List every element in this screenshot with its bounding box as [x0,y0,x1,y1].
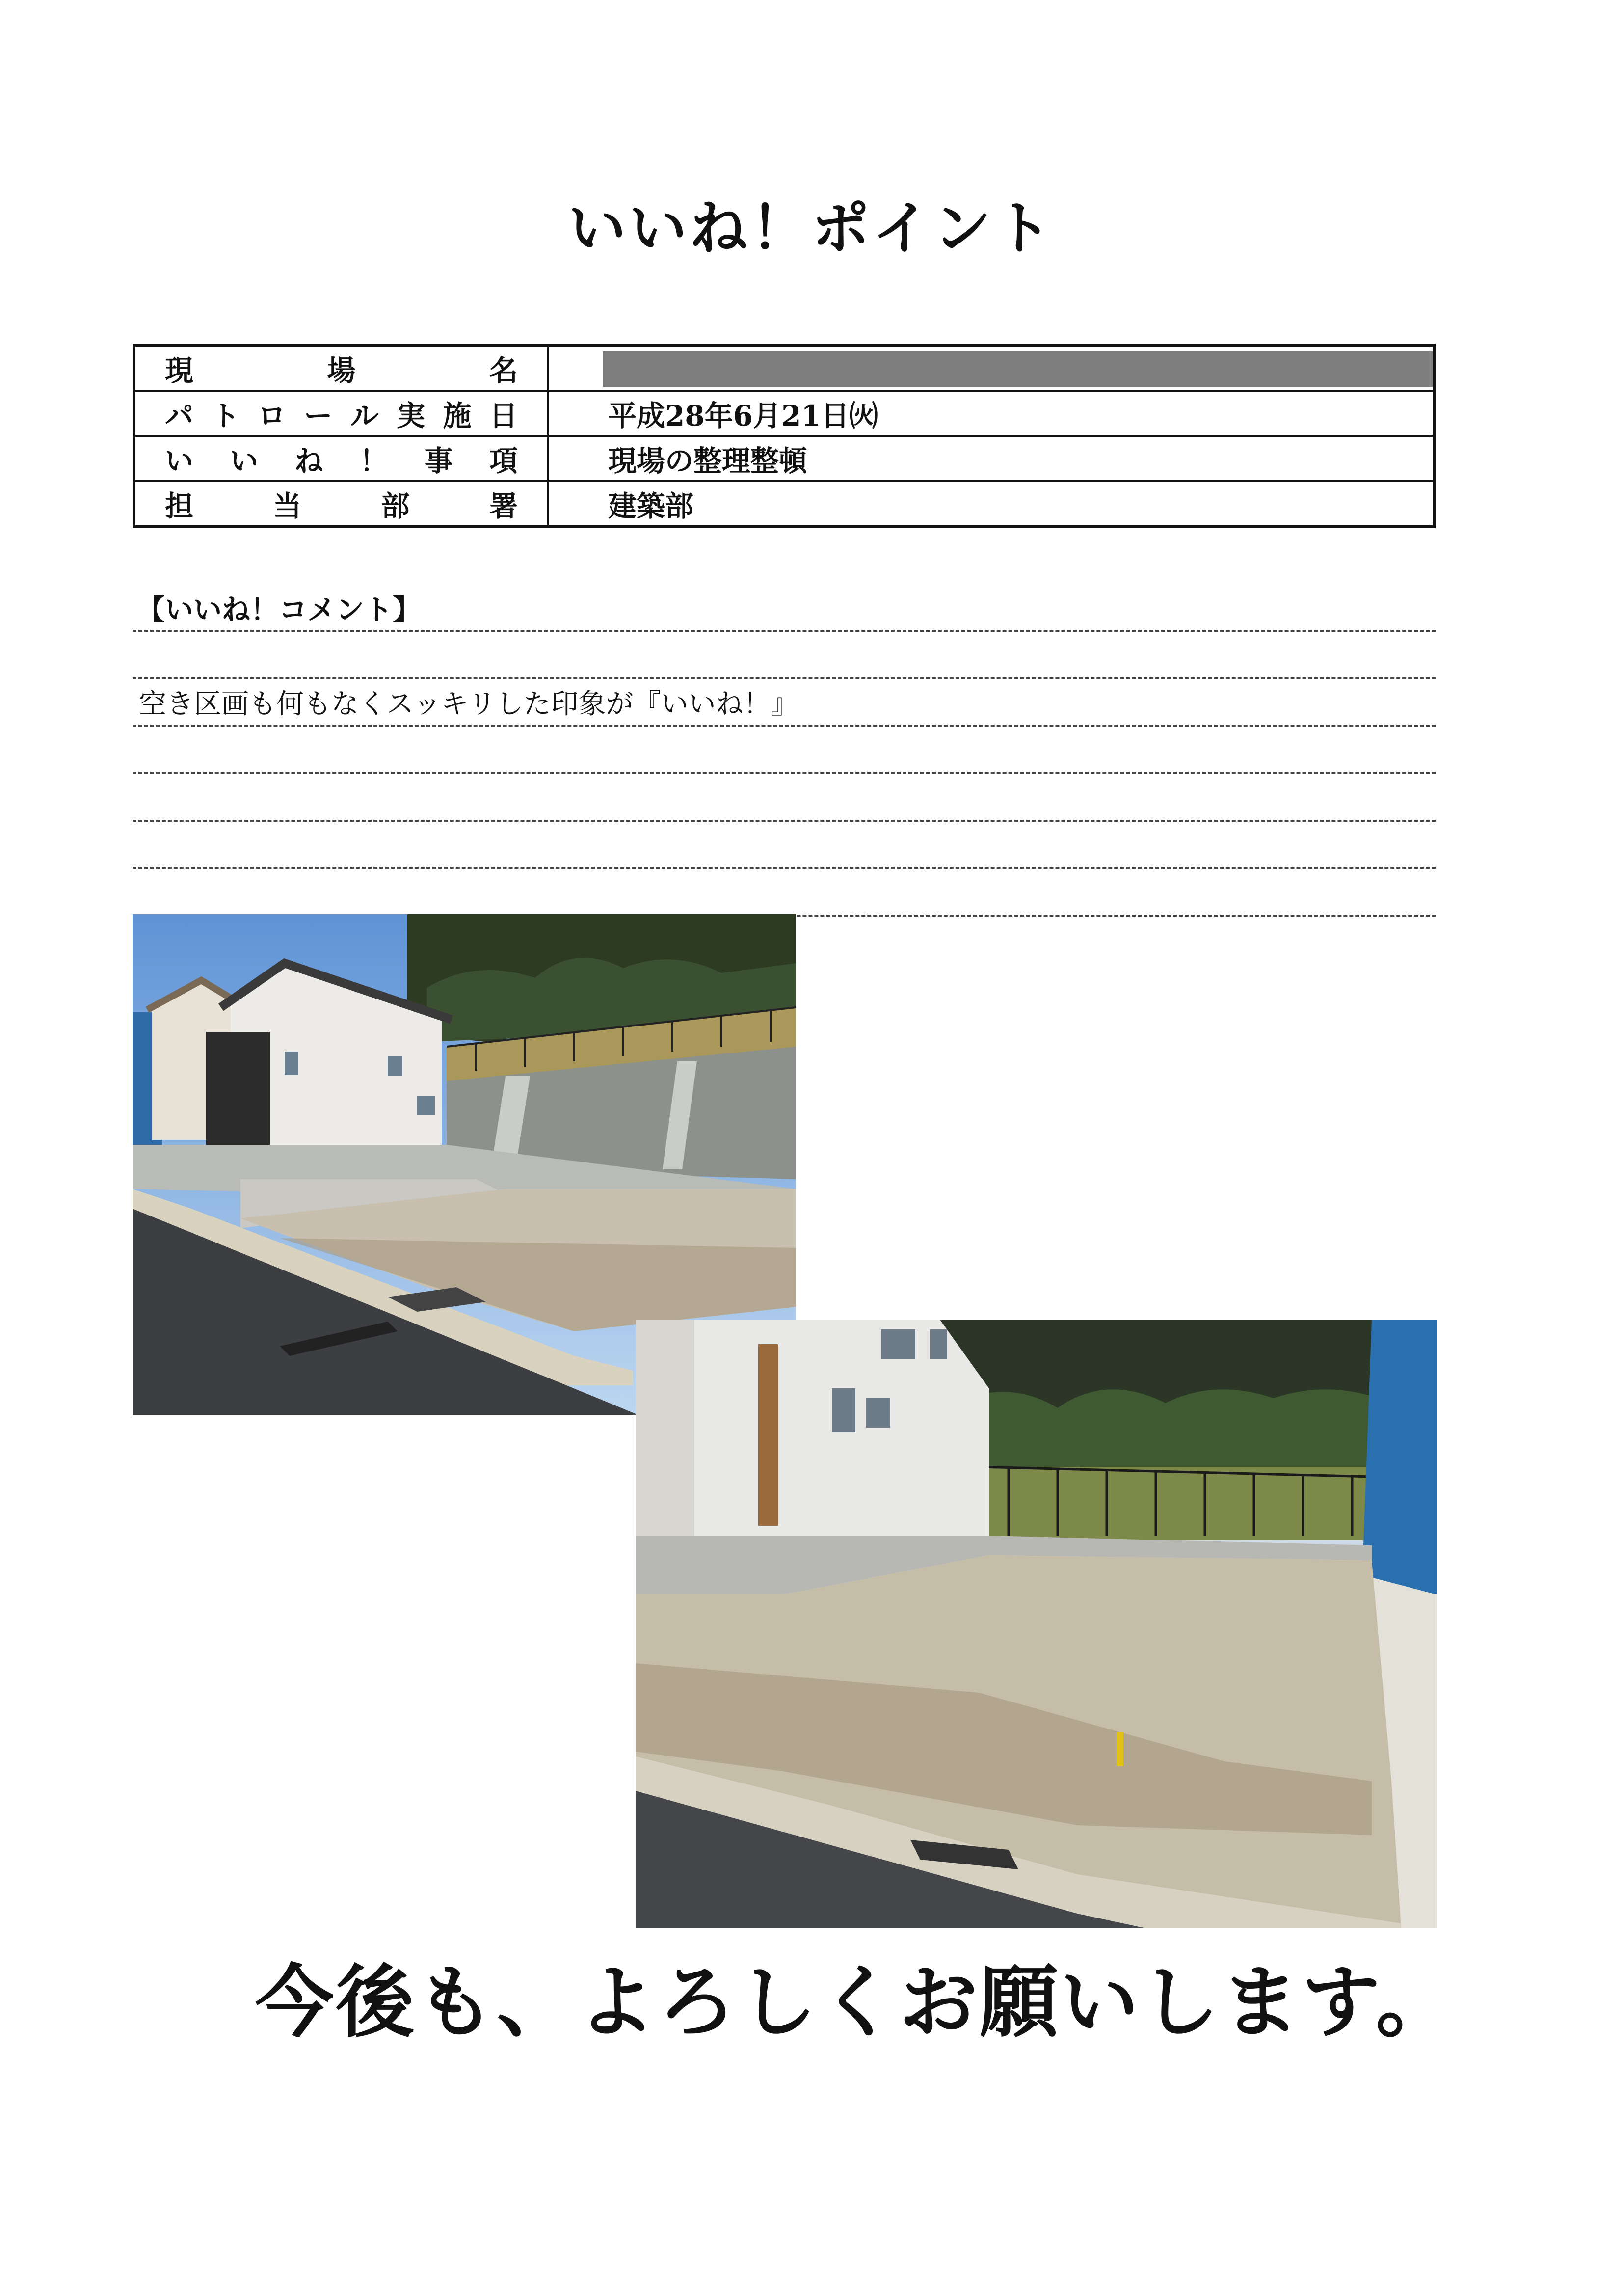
site-name-value [548,345,1434,391]
department-label: 担 当 部 署 [134,481,548,527]
dashed-line [133,772,1436,774]
department-row [134,481,1434,527]
dashed-line [133,820,1436,822]
good-item-value: 現場の整理整頓 [548,436,1434,481]
dashed-line [133,867,1436,869]
dashed-line [133,630,1436,632]
site-photo-2 [636,1320,1437,1928]
page-title: いいね！ポイント [568,194,1055,262]
site-name-label: 現 場 名 [134,345,548,391]
dashed-line [133,725,1436,727]
redacted-site-name [603,351,1433,387]
closing-message: 今後も、よろしくお願いします。 [255,1956,1457,2048]
department-value: 建築部 [548,481,1434,527]
good-item-label: い い ね ！ 事 項 [134,436,548,481]
good-item-row [134,436,1434,481]
patrol-date-label: パ ト ロ ー ル 実 施 日 [134,391,548,436]
dashed-line [133,677,1436,679]
info-table [133,344,1436,528]
patrol-date-row [134,391,1434,436]
site-name-row [134,345,1434,391]
patrol-date-value: 平成28年6月21日㈫ [548,391,1434,436]
comment-text: 空き区画も何もなくスッキリした印象が『いいね！』 [139,688,798,720]
comment-heading: 【いいね！コメント】 [136,593,422,626]
